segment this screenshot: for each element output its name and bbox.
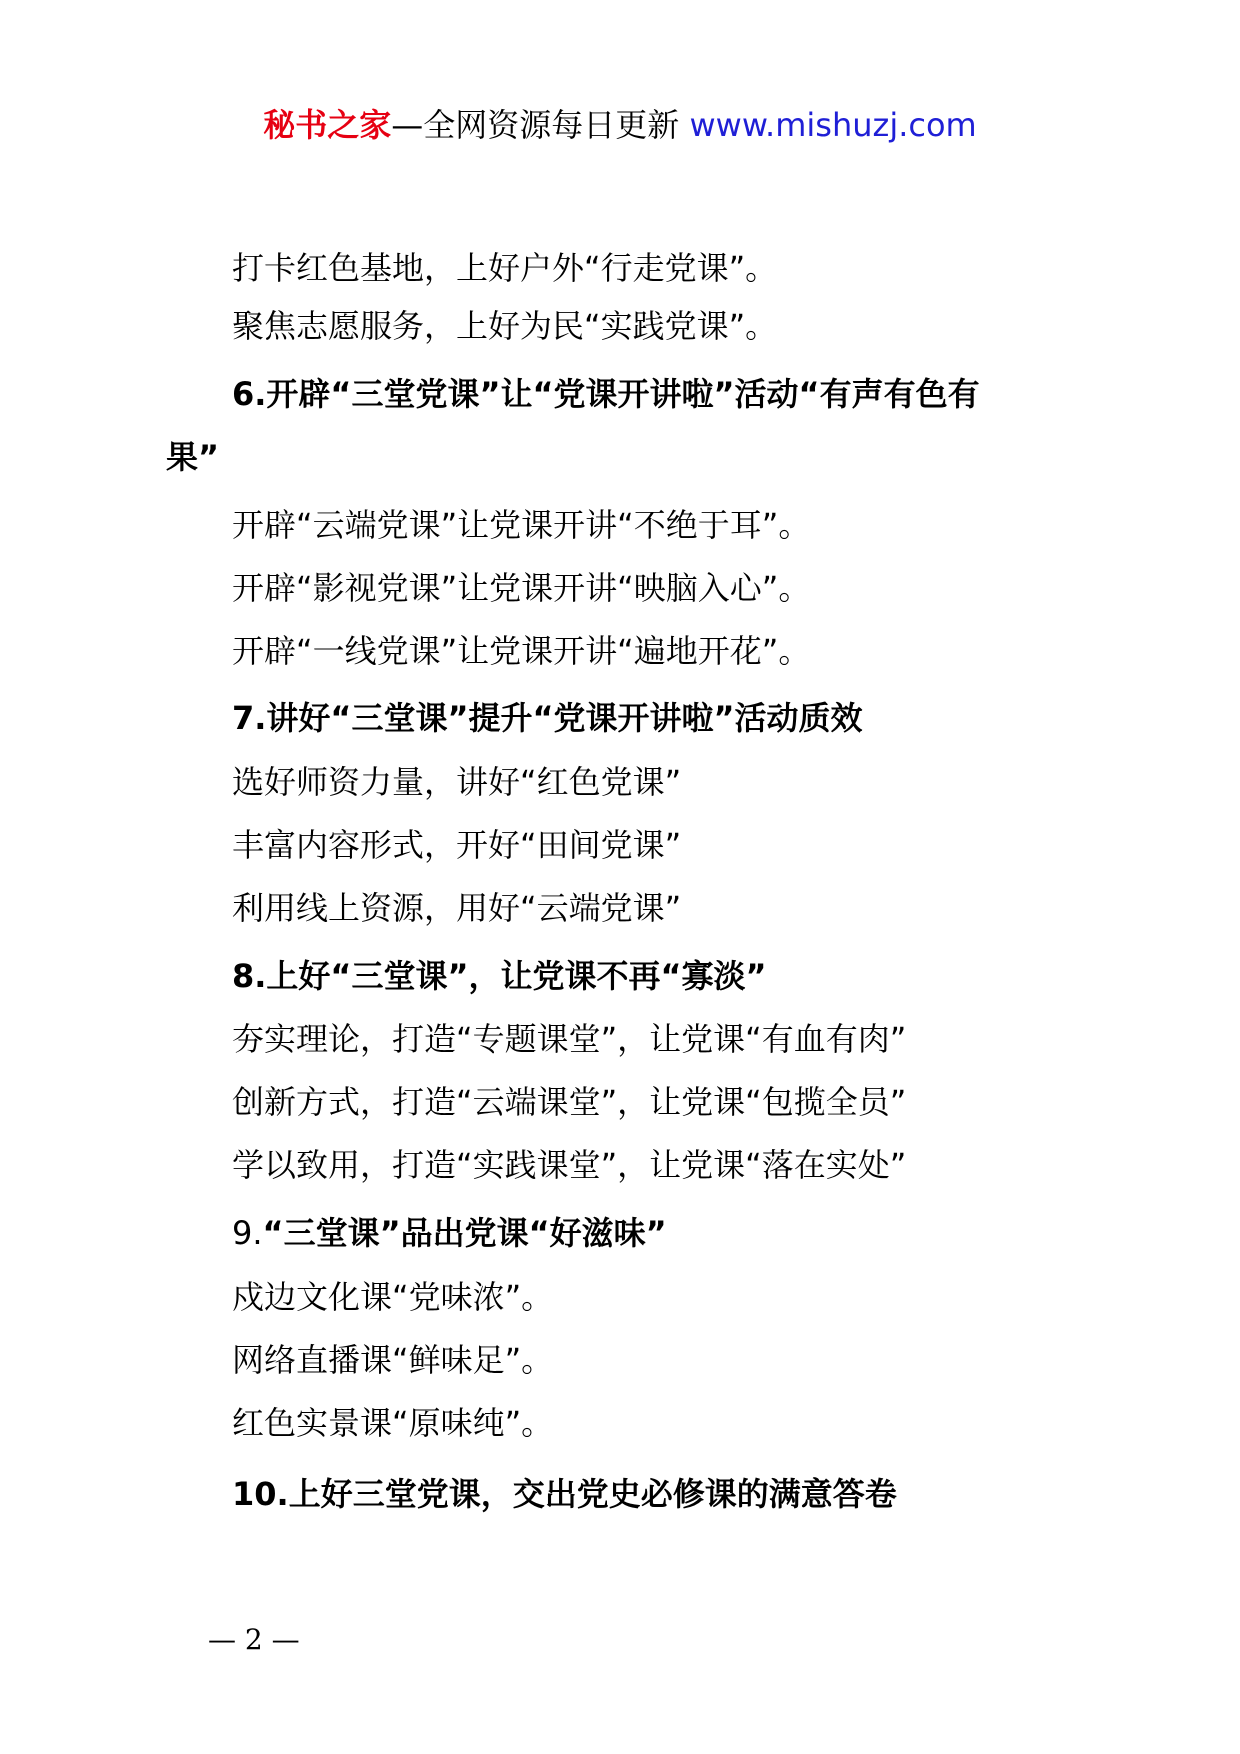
section-heading-6: 6.开辟“三堂党课”让“党课开讲啦”活动“有声有色有 <box>232 375 980 413</box>
section-heading-9-text: “三堂课”品出党课“好滋味” <box>262 1214 667 1252</box>
list-item: 红色实景课“原味纯”。 <box>232 1404 554 1442</box>
list-item: 打卡红色基地，上好户外“行走党课”。 <box>232 249 778 287</box>
section-heading-9-number: 9. <box>232 1214 263 1252</box>
list-item: 利用线上资源，用好“云端党课” <box>232 889 682 927</box>
list-item: 开辟“影视党课”让党课开讲“映脑入心”。 <box>232 569 811 607</box>
list-item: 选好师资力量，讲好“红色党课” <box>232 763 682 801</box>
page-header <box>0 100 1240 150</box>
list-item: 开辟“云端党课”让党课开讲“不绝于耳”。 <box>232 506 811 544</box>
section-heading-10: 10.上好三堂党课，交出党史必修课的满意答卷 <box>232 1475 897 1513</box>
list-item: 聚焦志愿服务，上好为民“实践党课”。 <box>232 307 778 345</box>
header-brand: 秘书之家 <box>263 106 392 144</box>
list-item: 网络直播课“鲜味足”。 <box>232 1341 554 1379</box>
list-item: 戍边文化课“党味浓”。 <box>232 1278 554 1316</box>
list-item: 开辟“一线党课”让党课开讲“遍地开花”。 <box>232 632 811 670</box>
list-item: 丰富内容形式，开好“田间党课” <box>232 826 682 864</box>
header-tagline: —全网资源每日更新 <box>391 106 680 144</box>
list-item: 夯实理论，打造“专题课堂”，让党课“有血有肉” <box>232 1020 907 1058</box>
section-heading-6-continued: 果” <box>166 438 220 476</box>
list-item: 学以致用，打造“实践课堂”，让党课“落在实处” <box>232 1146 907 1184</box>
list-item: 创新方式，打造“云端课堂”，让党课“包揽全员” <box>232 1083 907 1121</box>
header-url[interactable]: www.mishuzj.com <box>689 106 977 144</box>
section-heading-8: 8.上好“三堂课”，让党课不再“寡淡” <box>232 957 767 995</box>
section-heading-9 <box>232 1211 667 1255</box>
section-heading-7: 7.讲好“三堂课”提升“党课开讲啦”活动质效 <box>232 699 863 737</box>
page-number: — 2 — <box>208 1623 300 1656</box>
